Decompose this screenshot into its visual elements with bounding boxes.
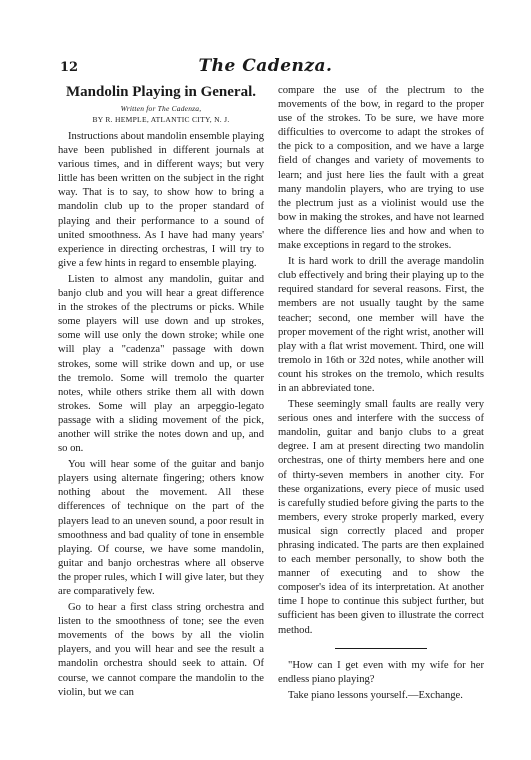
section-divider bbox=[335, 648, 427, 649]
page-number: 12 bbox=[60, 60, 79, 75]
paragraph: You will hear some of the guitar and banjo players using alternate fingering; others know nothing about the movement. All these differences of technique on the part of the players lead to an uneven sound, a poor result in smoothness and bad quality of tone in ensemble playing. Of course, we have some mandolin, guitar and banjo orchestras where all observe the proper rules, which I will give later, but they are comparatively few. bbox=[58, 459, 264, 597]
paragraph: These seemingly small faults are really very serious ones and interfere with the success of mandolin, guitar and banjo clubs to a great degree. I am at present directing two mandolin orchestras, one of thirty members here and one of thirty-seven members in another city. For these organizations, every piece of music used is carefully studied before giving the parts to the members, every stroke properly marked, every musical sign correctly placed and proper phrasing indicated. The parts are then explained to each member personally, to show both the manner of executing and to show the composer's idea of its interpretation. At another time I hope to continue this subject further, but sufficient has been given to illustrate the correct method. bbox=[278, 399, 484, 636]
paragraph: Go to hear a first class string orchestra and listen to the smoothness of tone; see the even movements of the bows by all the violin players, and you will hear and see the result a mandolin orchestra should seek to attain. Of course, we cannot compare the mandolin to the violin, but we can bbox=[58, 602, 264, 698]
paragraph: It is hard work to drill the average mandolin club effectively and bring their playing up to the required standard for several reasons. First, the members are not usually taught by the same teacher; second, one member will have the proper movement of the right wrist, another will play with a flat wrist movement. Third, one will tremolo in 16th or 32d notes, while another will count his strokes on the tremolo, which results in an abbreviated tone. bbox=[278, 256, 484, 394]
written-for-line: Written for The Cadenza, bbox=[120, 104, 202, 113]
right-column bbox=[278, 84, 484, 744]
paragraph-continued: compare the use of the plectrum to the movements of the bow, in regard to the proper use of the strokes. To be sure, we have more difficulties to overcome to adapt the strokes of the pick to a composition, and we have a large field of changes and variety of movements to learn; and just here lies the fault with a great many mandolin players, who are trying to use the plectrum just as a violinist would use the bow in making the strokes, and have not learned where the difference lies and how and when to make exceptions in regard to the strokes. bbox=[278, 85, 484, 252]
joke-answer: Take piano lessons yourself.—Exchange. bbox=[288, 689, 463, 701]
author-byline: BY R. HEMPLE, ATLANTIC CITY, N. J. bbox=[92, 115, 230, 124]
paragraph: Listen to almost any mandolin, guitar and banjo club and you will hear a great difference in the strokes of the plectrums or picks. While some players will use down and up strokes, some will use only the down stroke; while one will play a "cadenza" passage with down strokes, some will strike down and up, or use the tremolo. Some will tremolo the quarter notes, while others strike them all with down strokes. Some will play an arpeggio-legato passage with a sliding movement of the pick, another will strike the notes down and up, and so on. bbox=[58, 273, 264, 455]
left-column bbox=[58, 84, 264, 744]
article-title: Mandolin Playing in General. bbox=[65, 84, 257, 100]
paragraph: Instructions about mandolin ensemble playing have been published in different journals at various times, and in different ways; but very little has been written on the subject in the right way. That is to say, to show how to bring a mandolin club up to the proper standard of playing and their performance to a sound of united smoothness. As I have had many years' experience in directing orchestras, I will try to give a few hints in regard to ensemble playing. bbox=[58, 131, 264, 269]
running-head: The Cadenza. bbox=[198, 56, 333, 76]
article-columns bbox=[58, 84, 484, 744]
joke-question: "How can I get even with my wife for her endless piano playing? bbox=[278, 659, 484, 685]
